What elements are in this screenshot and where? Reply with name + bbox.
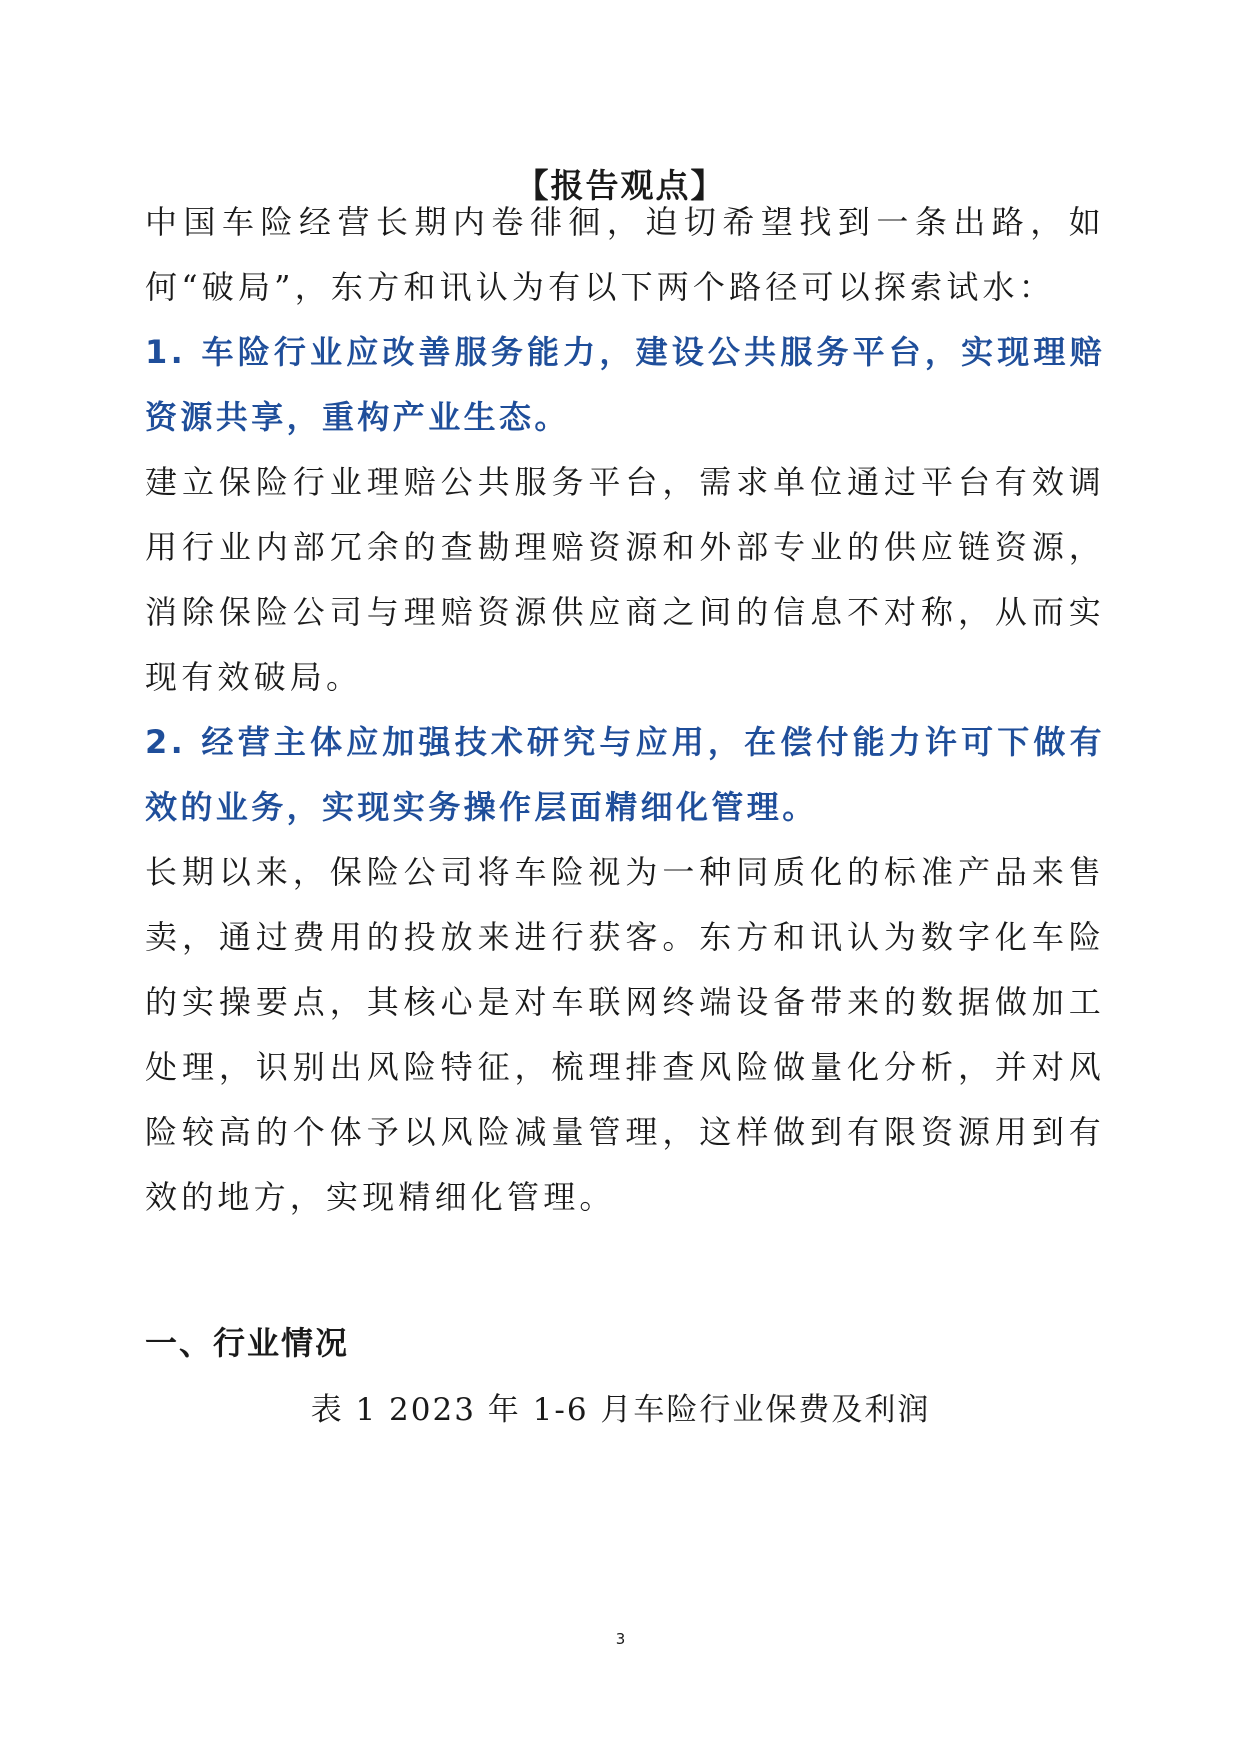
key-point-2-body: 长期以来，保险公司将车险视为一种同质化的标准产品来售卖，通过费用的投放来进行获客。东方和讯认为数字化车险的实操要点，其核心是对车联网终端设备带来的数据做加工处理，识别出风险特征，梳理排查风险做量化分析，并对风险较高的个体予以风险减量管理，这样做到有限资源用到有效的地方，实现精细化管理。 <box>145 853 1105 1216</box>
report-title: 【报告观点】 <box>515 166 726 205</box>
page-number: 3 <box>615 1630 626 1648</box>
key-point-1-body: 建立保险行业理赔公共服务平台，需求单位通过平台有效调用行业内部冗余的查勘理赔资源和外部专业的供应链资源，消除保险公司与理赔资源供应商之间的信息不对称，从而实现有效破局。 <box>145 463 1105 696</box>
section-heading: 一、行业情况 <box>145 1324 350 1362</box>
intro-paragraph: 中国车险经营长期内卷徘徊，迫切希望找到一条出路，如何“破局”，东方和讯认为有以下两个路径可以探索试水： <box>145 203 1105 306</box>
report-body <box>145 190 1105 1230</box>
key-point-2-heading: 2. 经营主体应加强技术研究与应用，在偿付能力许可下做有效的业务，实现实务操作层面精细化管理。 <box>145 723 1105 826</box>
key-point-1-heading: 1. 车险行业应改善服务能力，建设公共服务平台，实现理赔资源共享，重构产业生态。 <box>145 333 1105 436</box>
table-caption: 表 1 2023 年 1-6 月车险行业保费及利润 <box>310 1392 931 1428</box>
